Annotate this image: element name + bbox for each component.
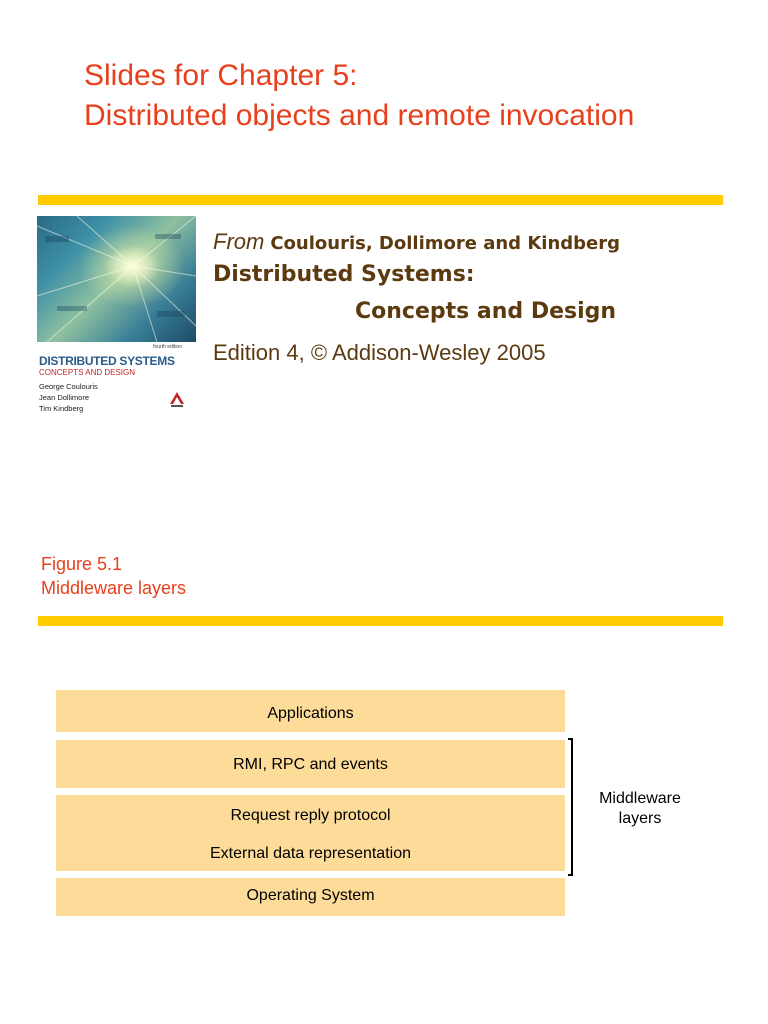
middleware-label-line-2: layers: [618, 810, 662, 827]
middleware-bracket: [568, 738, 574, 876]
book-authors: Coulouris, Dollimore and Kindberg: [270, 233, 621, 254]
top-divider: [38, 195, 723, 205]
layer-label: Operating System: [246, 887, 375, 904]
figure-number: Figure 5.1: [41, 554, 123, 574]
layer-rmi-rpc-events: [56, 740, 565, 788]
cover-artwork: [37, 216, 196, 342]
cover-edition-label: fourth edition: [153, 344, 182, 350]
middleware-label: [585, 789, 695, 829]
layer-request-reply: [56, 795, 565, 871]
figure-title: Middleware layers: [41, 578, 187, 598]
book-source-line: [213, 229, 620, 255]
slide-title-line-1: Slides for Chapter 5:: [84, 59, 358, 92]
layer-operating-system: [56, 878, 565, 916]
layer-applications: [56, 690, 565, 732]
middleware-label-line-1: Middleware: [599, 790, 681, 807]
cover-author: Tim Kindberg: [39, 404, 84, 413]
book-title-line-1: Distributed Systems:: [213, 262, 475, 287]
cover-title: DISTRIBUTED SYSTEMS: [39, 354, 175, 368]
layer-label: Request reply protocol: [230, 807, 391, 824]
bottom-divider: [38, 616, 723, 626]
layer-label: External data representation: [209, 845, 411, 862]
cover-light-rays: [37, 216, 196, 342]
layer-label: RMI, RPC and events: [233, 756, 388, 773]
book-edition: Edition 4, © Addison-Wesley 2005: [213, 340, 546, 365]
cover-subtitle: CONCEPTS AND DESIGN: [39, 368, 136, 377]
cover-author: Jean Dollimore: [39, 393, 90, 402]
book-cover-image: [37, 216, 196, 414]
publisher-logo-icon: [170, 392, 184, 408]
layer-label: Applications: [267, 705, 354, 722]
slide-title-line-2: Distributed objects and remote invocation: [84, 99, 635, 132]
from-label: From: [213, 229, 265, 254]
cover-author: George Coulouris: [39, 382, 98, 391]
book-title-line-2: Concepts and Design: [355, 299, 617, 324]
